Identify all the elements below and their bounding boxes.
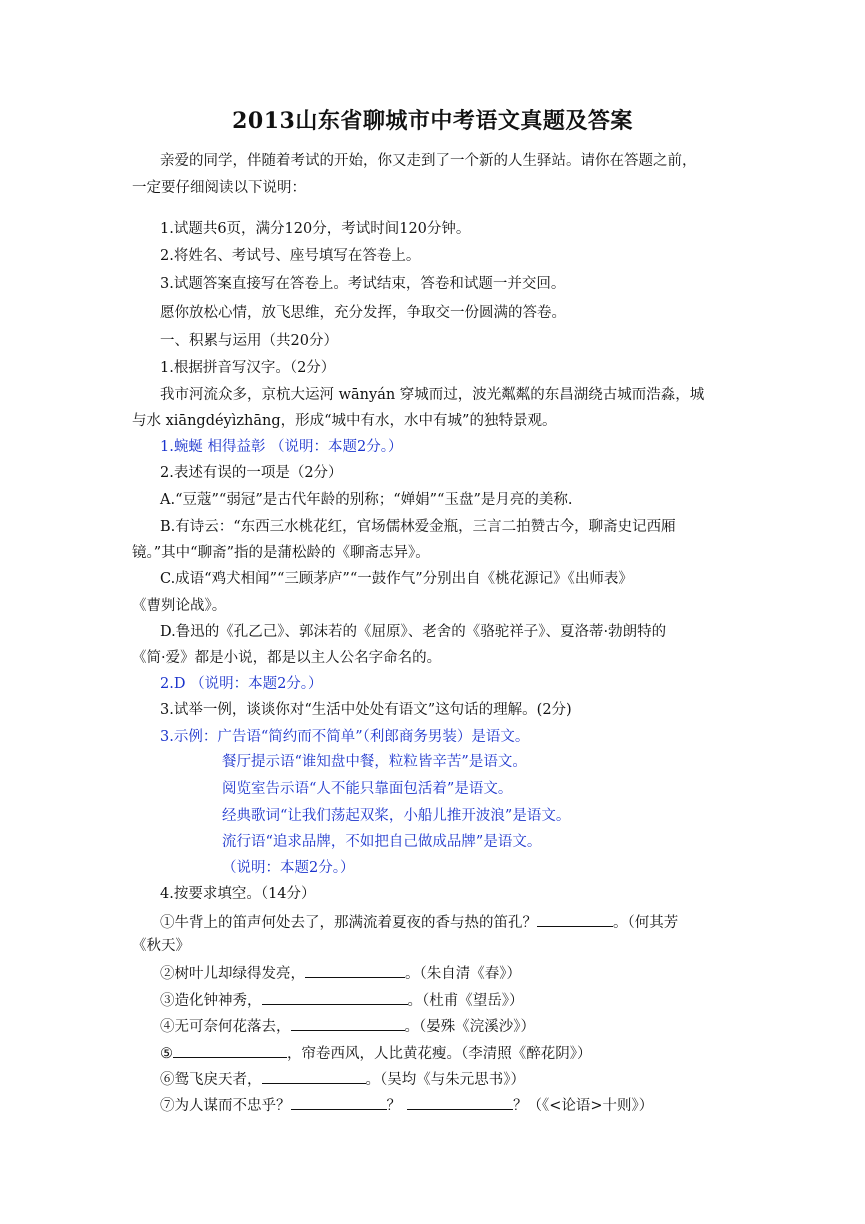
q2-option-c-line-2: 《曹刿论战》。 [132, 598, 227, 614]
note-4: 愿你放松心情，放飞思维，充分发挥，争取交一份圆满的答卷。 [160, 305, 566, 321]
q1-stem: 1.根据拼音写汉字。（2分） [160, 360, 336, 376]
q4-item-4-source: 。（晏殊《浣溪沙》） [404, 1019, 535, 1035]
q4-item-4 [160, 1015, 535, 1037]
q4-item-7-source: ？（《<论语>十则》） [513, 1098, 654, 1114]
q4-item-2-text: ②树叶儿却绿得发亮， [160, 966, 305, 982]
answer-blank[interactable] [537, 911, 613, 927]
q3-answer-4: 经典歌词“让我们荡起双桨，小船儿推开波浪”是语文。 [222, 808, 571, 824]
q4-item-3-text: ③造化钟神秀， [160, 993, 262, 1009]
q3-answer-2: 餐厅提示语“谁知盘中餐，粒粒皆辛苦”是语文。 [222, 754, 527, 770]
q3-answer-3: 阅览室告示语“人不能只靠面包活着”是语文。 [222, 781, 513, 797]
q2-option-a: A.“豆蔻”“弱冠”是古代年龄的别称；“婵娟”“玉盘”是月亮的美称. [160, 492, 573, 508]
q4-item-6 [160, 1068, 525, 1090]
answer-blank[interactable] [291, 1015, 405, 1031]
q2-stem: 2.表述有误的一项是（2分） [160, 465, 343, 481]
q3-answer-note: （说明：本题2分。） [222, 860, 355, 876]
q4-item-5-source: ，帘卷西风，人比黄花瘦。（李清照《醉花阴》） [287, 1046, 592, 1062]
note-2: 2.将姓名、考试号、座号填写在答卷上。 [160, 248, 421, 264]
q4-stem: 4.按要求填空。（14分） [160, 886, 316, 902]
q4-item-1 [160, 911, 678, 933]
answer-blank[interactable] [407, 1094, 513, 1110]
q4-item-7-mark: ？ [386, 1098, 401, 1114]
q1-answer: 1.蜿蜒 相得益彰 （说明：本题2分。） [160, 439, 403, 455]
section-heading: 一、积累与运用（共20分） [160, 333, 338, 349]
q2-option-b-line-1: B.有诗云：“东西三水桃花红，官场儒林爱金瓶，三言二拍赞古今，聊斋史记西厢 [160, 519, 676, 535]
q1-text-1: 我市河流众多，京杭大运河 wānyán 穿城而过，波光粼粼的东昌湖绕古城而浩淼，城 [160, 387, 705, 403]
q2-answer: 2.D （说明：本题2分。） [160, 676, 323, 692]
q2-option-d-line-1: D.鲁迅的《孔乙己》、郭沫若的《屈原》、老舍的《骆驼祥子》、夏洛蒂·勃朗特的 [160, 624, 667, 640]
answer-blank[interactable] [173, 1042, 287, 1058]
q3-answer-1: 3.示例：广告语“简约而不简单”（利郎商务男装）是语文。 [160, 729, 530, 745]
q2-option-c-line-1: C.成语“鸡犬相闻”“三顾茅庐”“一鼓作气”分别出自《桃花源记》《出师表》 [160, 571, 633, 587]
answer-blank[interactable] [262, 989, 408, 1005]
intro-line-2: 一定要仔细阅读以下说明： [132, 180, 306, 196]
q4-item-3-source: 。（杜甫《望岳》） [407, 993, 524, 1009]
q4-item-5-text: ⑤ [160, 1046, 173, 1062]
answer-blank[interactable] [305, 962, 405, 978]
q4-item-6-text: ⑥鸳飞戾天者， [160, 1072, 262, 1088]
q4-item-7-text: ⑦为人谋而不忠乎？ [160, 1098, 291, 1114]
q4-item-5 [160, 1042, 592, 1064]
q4-item-1-source-line-2: 《秋天》 [132, 938, 190, 954]
answer-blank[interactable] [291, 1094, 387, 1110]
answer-blank[interactable] [262, 1068, 366, 1084]
q3-stem: 3.试举一例，谈谈你对“生活中处处有语文”这句话的理解。(2分) [160, 702, 572, 718]
note-3: 3.试题答案直接写在答卷上。考试结束，答卷和试题一并交回。 [160, 276, 566, 292]
q4-item-6-source: 。（吴均《与朱元思书》） [365, 1072, 525, 1088]
q3-answer-5: 流行语“追求品牌，不如把自己做成品牌”是语文。 [222, 834, 542, 850]
q4-item-1-text: ①牛背上的笛声何处去了，那满流着夏夜的香与热的笛孔？ [160, 915, 537, 931]
page-title: 2013山东省聊城市中考语文真题及答案 [232, 108, 633, 134]
q4-item-3 [160, 989, 524, 1011]
intro-line-1: 亲爱的同学，伴随着考试的开始，你又走到了一个新的人生驿站。请你在答题之前， [160, 153, 697, 169]
q1-text-2: 与水 xiāngdéyìzhāng，形成“城中有水，水中有城”的独特景观。 [132, 413, 557, 429]
q4-item-2 [160, 962, 521, 984]
q4-item-7 [160, 1094, 653, 1116]
q4-item-1-source: 。（何其芳 [613, 915, 679, 931]
q4-item-4-text: ④无可奈何花落去， [160, 1019, 291, 1035]
q2-option-d-line-2: 《简·爱》都是小说，都是以主人公名字命名的。 [132, 650, 442, 666]
note-1: 1.试题共6页，满分120分，考试时间120分钟。 [160, 221, 471, 237]
q2-option-b-line-2: 镜。”其中“聊斋”指的是蒲松龄的《聊斋志异》。 [132, 545, 430, 561]
q4-item-2-source: 。（朱自清《春》） [405, 966, 521, 982]
